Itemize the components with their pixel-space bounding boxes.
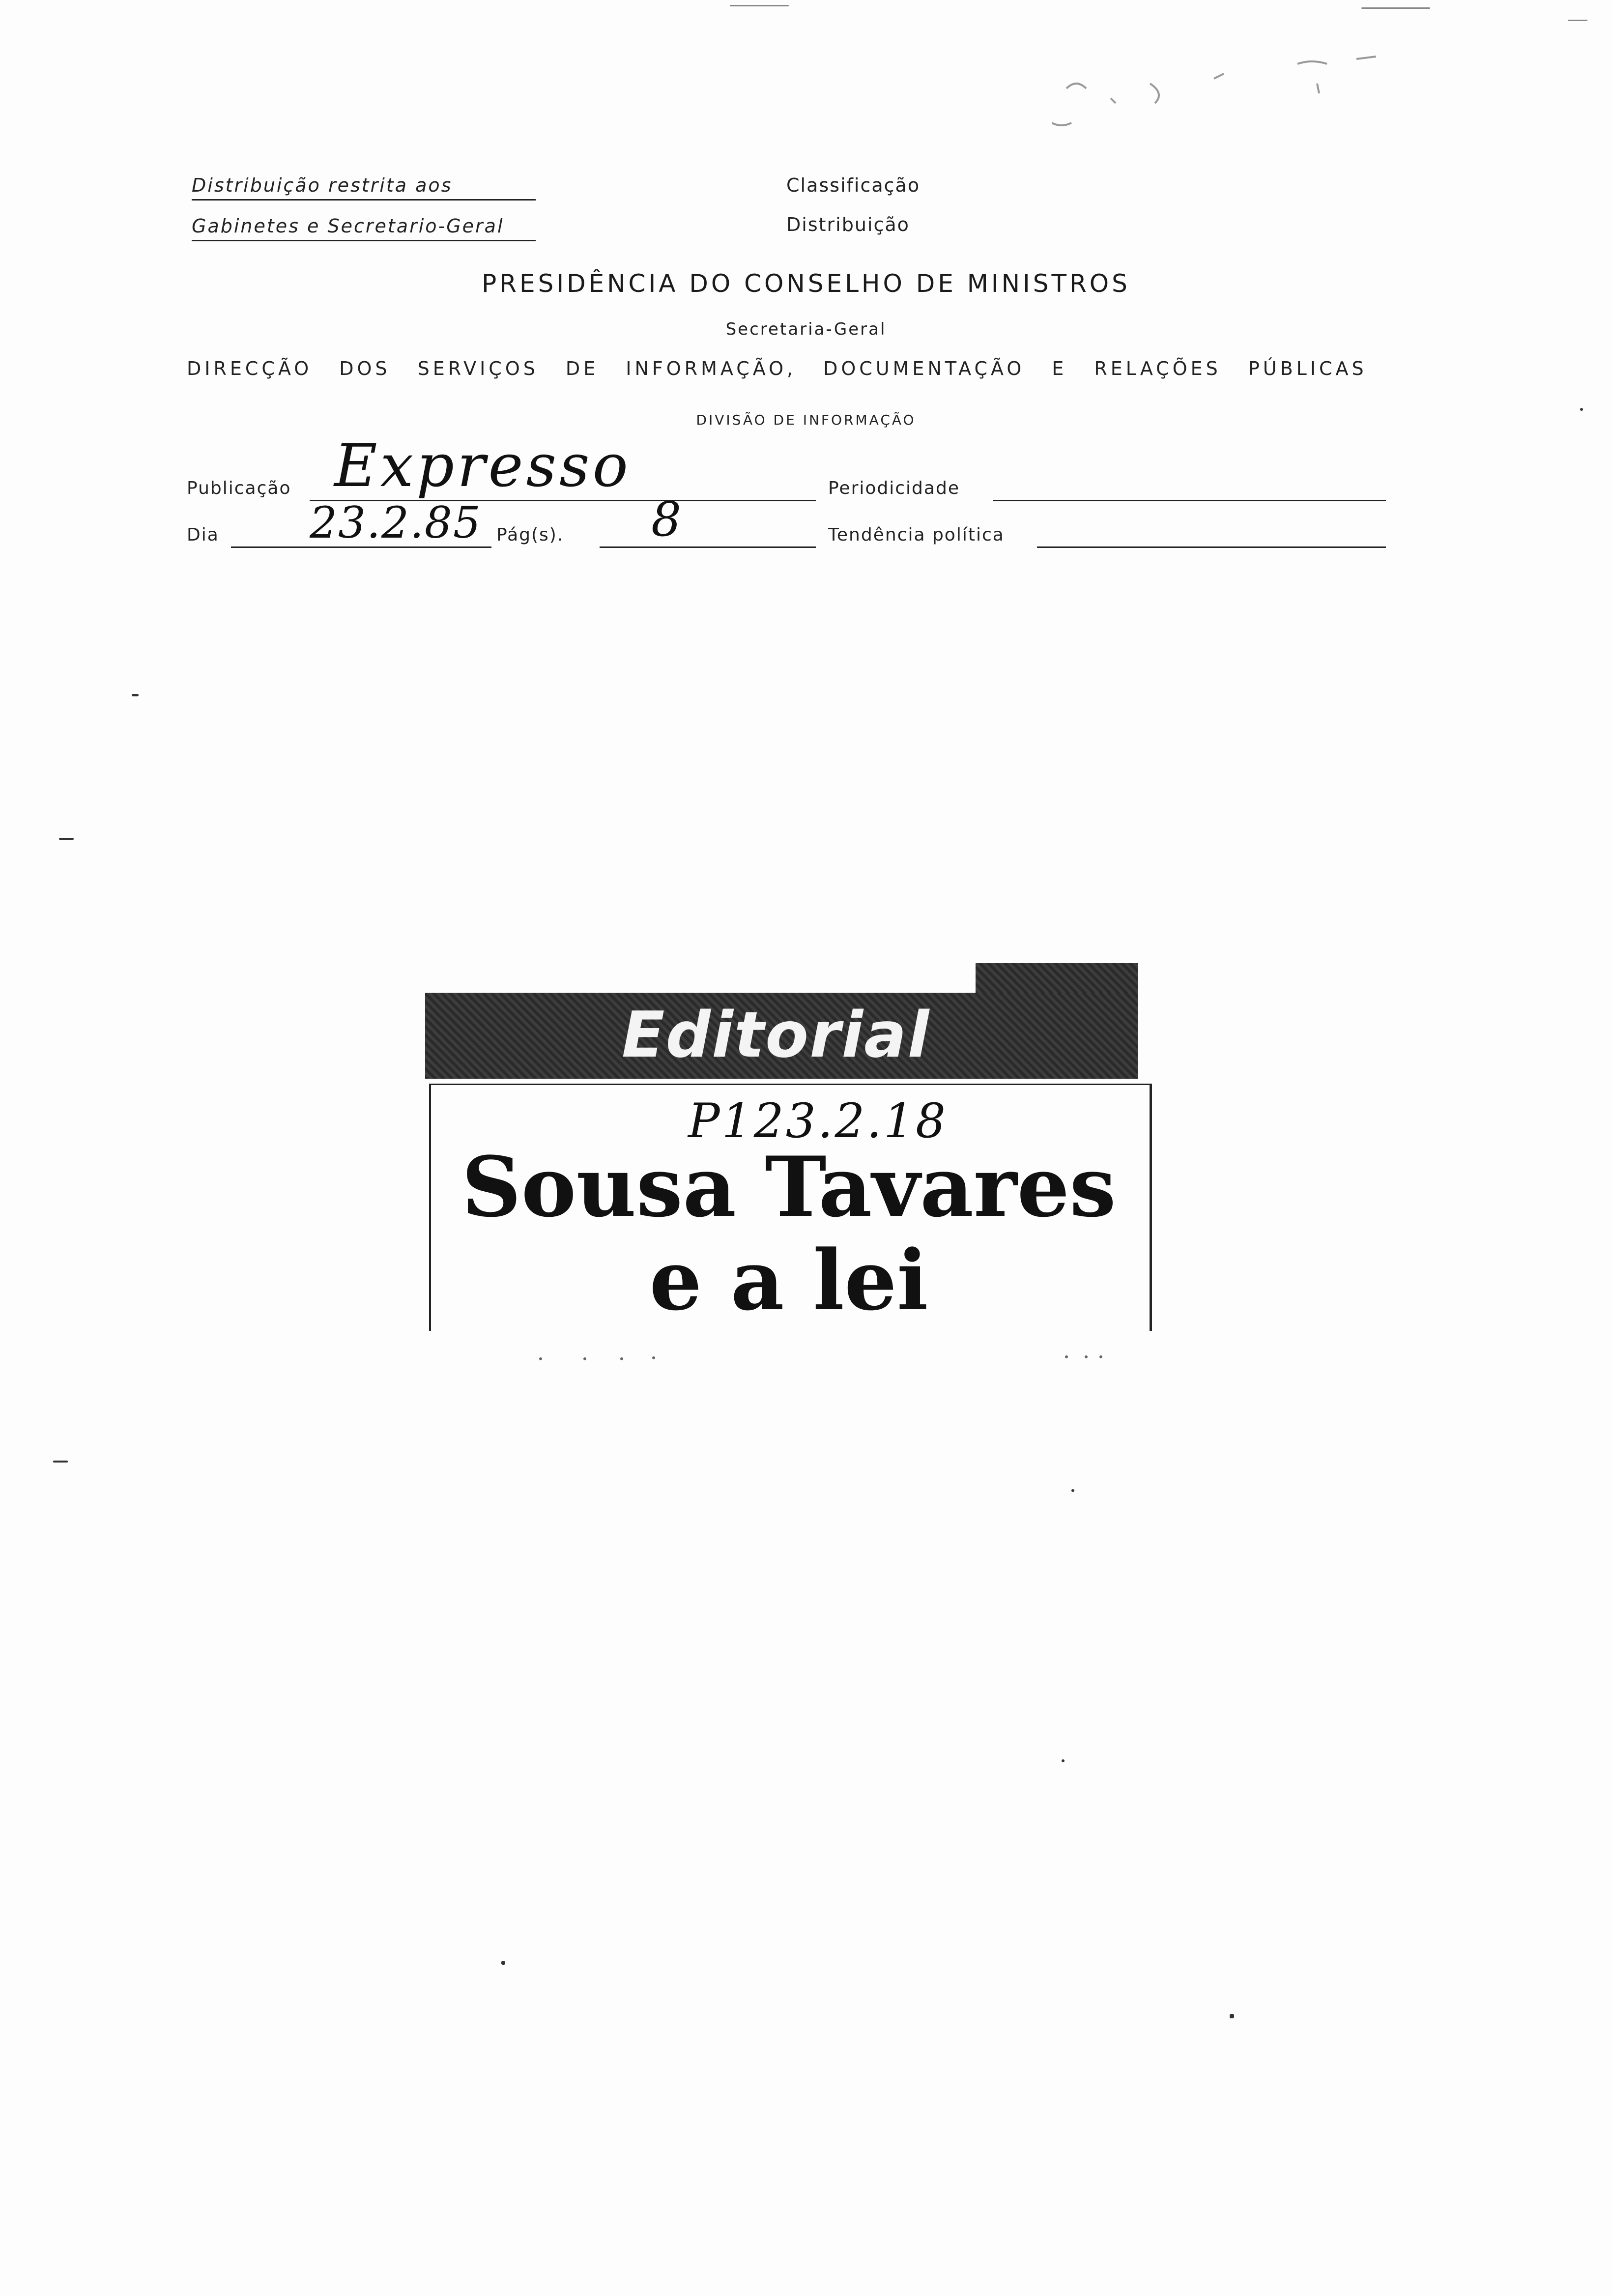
editorial-section-label: Editorial xyxy=(622,999,930,1072)
distribution-label: Distribuição xyxy=(786,214,910,235)
day-label: Dia xyxy=(187,525,219,545)
scan-speck xyxy=(501,1961,505,1965)
pages-value: 8 xyxy=(651,492,683,547)
clipping-headline xyxy=(425,1140,1152,1327)
restricted-distribution-line-1: Distribuição restrita aos xyxy=(192,174,536,201)
scan-speck xyxy=(59,838,74,840)
scan-speck xyxy=(132,694,139,696)
political-tendency-label: Tendência política xyxy=(828,525,1005,545)
clipping-bottom-dots xyxy=(531,1354,1170,1364)
publication-value: Expresso xyxy=(334,432,631,500)
scan-speck xyxy=(53,1461,68,1463)
classification-block xyxy=(786,174,920,253)
institution-title: PRESIDÊNCIA DO CONSELHO DE MINISTROS xyxy=(482,269,1130,298)
scan-speck xyxy=(1230,2014,1234,2018)
political-tendency-rule xyxy=(1037,546,1386,548)
form-row-publication xyxy=(187,432,1386,501)
headline-line-1: Sousa Tavares xyxy=(461,1138,1116,1235)
day-value: 23.2.85 xyxy=(310,497,482,548)
periodicity-rule xyxy=(993,500,1386,501)
division-line: DIVISÃO DE INFORMAÇÃO xyxy=(696,412,916,428)
institution-subtitle: Secretaria-Geral xyxy=(725,319,887,339)
headline-line-2: e a lei xyxy=(649,1232,928,1329)
newspaper-clipping xyxy=(425,963,1152,1351)
periodicity-label: Periodicidade xyxy=(828,478,960,498)
scan-speck xyxy=(1580,408,1583,411)
pages-label: Pág(s). xyxy=(496,525,564,545)
pages-rule xyxy=(600,546,816,548)
publication-label: Publicação xyxy=(187,478,291,498)
faint-scan-marks xyxy=(1052,54,1396,133)
classification-label: Classificação xyxy=(786,174,921,196)
scan-edge-mark xyxy=(1568,20,1587,21)
handwritten-stamp: P123.2.18 xyxy=(688,1093,948,1148)
restricted-distribution-line-2: Gabinetes e Secretario-Geral xyxy=(192,215,536,241)
form-row-day xyxy=(187,492,1386,548)
directorate-line: DIRECÇÃO DOS SERVIÇOS DE INFORMAÇÃO, DOCUMENTAÇÃO E RELAÇÕES PÚBLICAS xyxy=(187,358,1367,379)
scan-speck xyxy=(1062,1759,1065,1762)
scan-edge-mark xyxy=(1361,7,1430,9)
scan-edge-mark xyxy=(730,5,789,6)
restricted-distribution xyxy=(192,174,536,256)
scan-speck xyxy=(1071,1489,1074,1492)
